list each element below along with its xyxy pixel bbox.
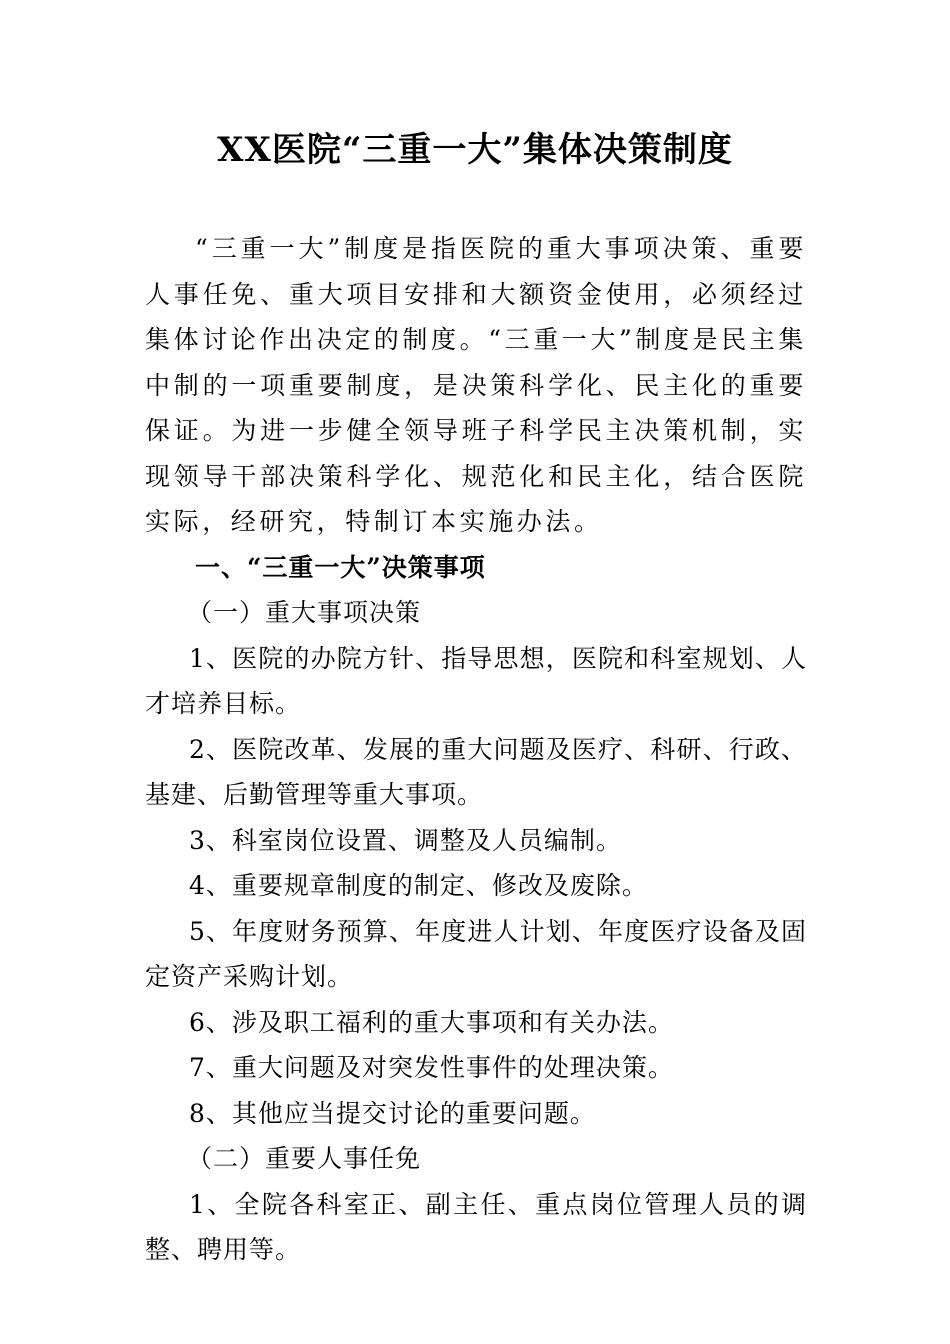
- list-item-1-2: 2、医院改革、发展的重大问题及医疗、科研、行政、基建、后勤管理等重大事项。: [145, 734, 807, 809]
- list-item-1-7: 7、重大问题及对突发性事件的处理决策。: [189, 1053, 674, 1082]
- subsection-heading-2: （二）重要人事任免: [187, 1144, 422, 1173]
- list-item-2-1: 1、全院各科室正、副主任、重点岗位管理人员的调整、聘用等。: [145, 1189, 807, 1264]
- document-body: [145, 226, 807, 1273]
- list-item-1-3: 3、科室岗位设置、调整及人员编制。: [189, 825, 622, 855]
- document-title: XX医院“三重一大”集体决策制度: [217, 130, 733, 170]
- list-item-1-5: 5、年度财务预算、年度进人计划、年度医疗设备及固定资产采购计划。: [145, 916, 807, 991]
- subsection-heading-1: （一）重大事项决策: [187, 598, 422, 627]
- list-item-1-6: 6、涉及职工福利的重大事项和有关办法。: [189, 1007, 674, 1037]
- list-item-1-1: 1、医院的办院方针、指导思想，医院和科室规划、人才培养目标。: [145, 643, 807, 718]
- section-heading-1: 一、“三重一大”决策事项: [195, 552, 486, 582]
- list-item-1-4: 4、重要规章制度的制定、修改及废除。: [189, 871, 648, 900]
- list-item-1-8: 8、其他应当提交讨论的重要问题。: [189, 1098, 596, 1128]
- intro-paragraph: “三重一大”制度是指医院的重大事项决策、重要人事任免、重大项目安排和大额资金使用，必须经过集体讨论作出决定的制度。“三重一大”制度是民主集中制的一项重要制度，是决策科学化、民主化的重要保证。为进一步健全领导班子科学民主决策机制，实现领导干部决策科学化、规范化和民主化，结合医院实际，经研究，特制订本实施办法。: [145, 234, 807, 536]
